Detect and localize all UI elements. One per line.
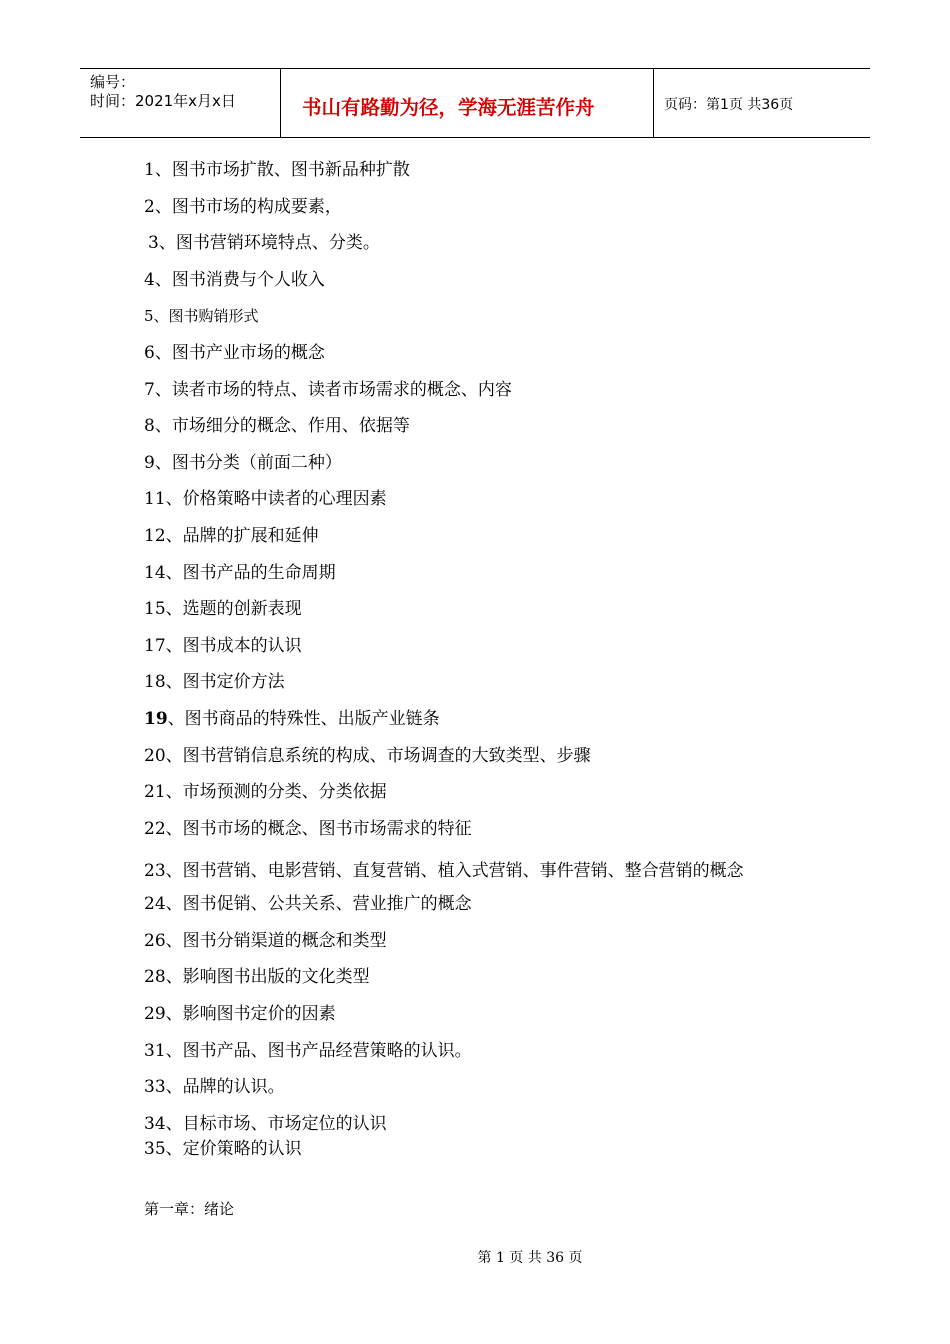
list-item: [144, 780, 814, 804]
motto-text: 书山有路勤为径，学海无涯苦作舟: [302, 96, 595, 119]
list-item: [144, 414, 814, 438]
item-number: 17: [144, 635, 166, 656]
item-text: 、图书产品、图书产品经营策略的认识。: [165, 1040, 472, 1061]
item-number: 15: [144, 599, 166, 620]
chapter-heading: 第一章：绪论: [144, 1200, 235, 1218]
list-item: [144, 561, 814, 585]
item-text: 、图书分类（前面二种）: [154, 452, 342, 473]
header-right-cell: [654, 69, 870, 137]
number-label: 编号：: [90, 73, 136, 91]
item-number: 6: [144, 342, 155, 363]
item-text: 、定价策略的认识: [165, 1138, 302, 1159]
item-number: 31: [144, 1040, 166, 1061]
item-text: 、目标市场、市场定位的认识: [165, 1113, 387, 1134]
item-number: 9: [144, 452, 155, 473]
list-item: [144, 892, 814, 916]
list-item: [144, 707, 814, 731]
list-item: [144, 268, 814, 292]
list-item: [144, 231, 814, 255]
item-text: 、图书商品的特殊性、出版产业链条: [167, 708, 440, 729]
item-text: 、市场细分的概念、作用、依据等: [154, 416, 410, 437]
item-number: 11: [144, 489, 166, 510]
list-item: [144, 524, 814, 548]
item-number: 19: [144, 708, 168, 729]
item-number: 34: [144, 1113, 166, 1134]
list-item: [144, 634, 814, 658]
item-text: 、图书消费与个人收入: [154, 269, 325, 290]
list-item: [144, 744, 814, 768]
item-text: 、选题的创新表现: [165, 599, 302, 620]
item-number: 14: [144, 562, 166, 583]
page-info: 页码：第1页 共36页: [664, 97, 794, 113]
list-item: [144, 817, 814, 841]
item-text: 、图书市场的概念、图书市场需求的特征: [165, 818, 472, 839]
list-item: [144, 670, 814, 694]
item-number: 28: [144, 967, 166, 988]
list-item: [144, 1002, 814, 1026]
item-number: 21: [144, 782, 166, 803]
header-middle-cell: [281, 69, 654, 137]
list-item: [144, 341, 814, 365]
page-header: [80, 68, 870, 138]
item-text: 、图书营销环境特点、分类。: [158, 233, 380, 254]
item-number: 26: [144, 930, 166, 951]
list-item: [144, 597, 814, 621]
list-item: [144, 158, 814, 182]
item-number: 35: [144, 1138, 166, 1159]
item-number: 7: [144, 379, 155, 400]
footer-page-number: 第 1 页 共 36 页: [477, 1250, 583, 1266]
list-item: [144, 965, 814, 989]
item-text: 、影响图书定价的因素: [165, 1004, 336, 1025]
item-number: 20: [144, 745, 166, 766]
item-number: 2: [144, 196, 155, 217]
item-text: 、品牌的认识。: [165, 1077, 285, 1098]
item-text: 、图书市场的构成要素，: [154, 196, 342, 217]
item-number: 4: [144, 269, 155, 290]
item-text: 、价格策略中读者的心理因素: [165, 489, 387, 510]
item-text: 、图书营销、电影营销、直复营销、植入式营销、事件营销、整合营销的概念: [165, 861, 744, 882]
list-item: [144, 853, 814, 890]
item-text: 、图书成本的认识: [165, 635, 302, 656]
item-text: 、图书促销、公共关系、营业推广的概念: [165, 894, 472, 915]
item-text: 、读者市场的特点、读者市场需求的概念、内容: [154, 379, 512, 400]
list-item: [144, 195, 814, 219]
item-number: 8: [144, 416, 155, 437]
item-text: 、品牌的扩展和延伸: [165, 525, 319, 546]
item-text: 、图书购销形式: [153, 307, 259, 326]
item-text: 、图书定价方法: [165, 672, 285, 693]
item-text: 、图书产品的生命周期: [165, 562, 336, 583]
list-item: [144, 1112, 814, 1136]
list-item: [144, 929, 814, 953]
list-item: [144, 1039, 814, 1063]
list-item: [144, 304, 814, 328]
list-item: [144, 487, 814, 511]
item-text: 、图书产业市场的概念: [154, 342, 325, 363]
item-number: 12: [144, 525, 166, 546]
list-item: [144, 451, 814, 475]
topic-list: [144, 158, 814, 1162]
item-text: 、影响图书出版的文化类型: [165, 967, 370, 988]
item-number: 22: [144, 818, 166, 839]
item-number: 1: [144, 160, 155, 180]
list-item: [144, 1075, 814, 1099]
list-item: [144, 1137, 814, 1161]
time-label: 时间：2021年x月x日: [90, 92, 236, 110]
item-number: 24: [144, 894, 166, 915]
item-number: 29: [144, 1004, 166, 1025]
item-number: 3: [148, 233, 159, 254]
list-item: [144, 378, 814, 402]
item-number: 33: [144, 1077, 166, 1098]
item-number: 5: [144, 307, 154, 326]
item-text: 、图书市场扩散、图书新品种扩散: [154, 160, 410, 180]
page-footer: [0, 1247, 950, 1267]
item-text: 、市场预测的分类、分类依据: [165, 782, 387, 803]
header-left-cell: [80, 69, 281, 137]
item-text: 、图书营销信息系统的构成、市场调查的大致类型、步骤: [165, 745, 591, 766]
item-number: 23: [144, 861, 166, 882]
item-text: 、图书分销渠道的概念和类型: [165, 930, 387, 951]
item-number: 18: [144, 672, 166, 693]
